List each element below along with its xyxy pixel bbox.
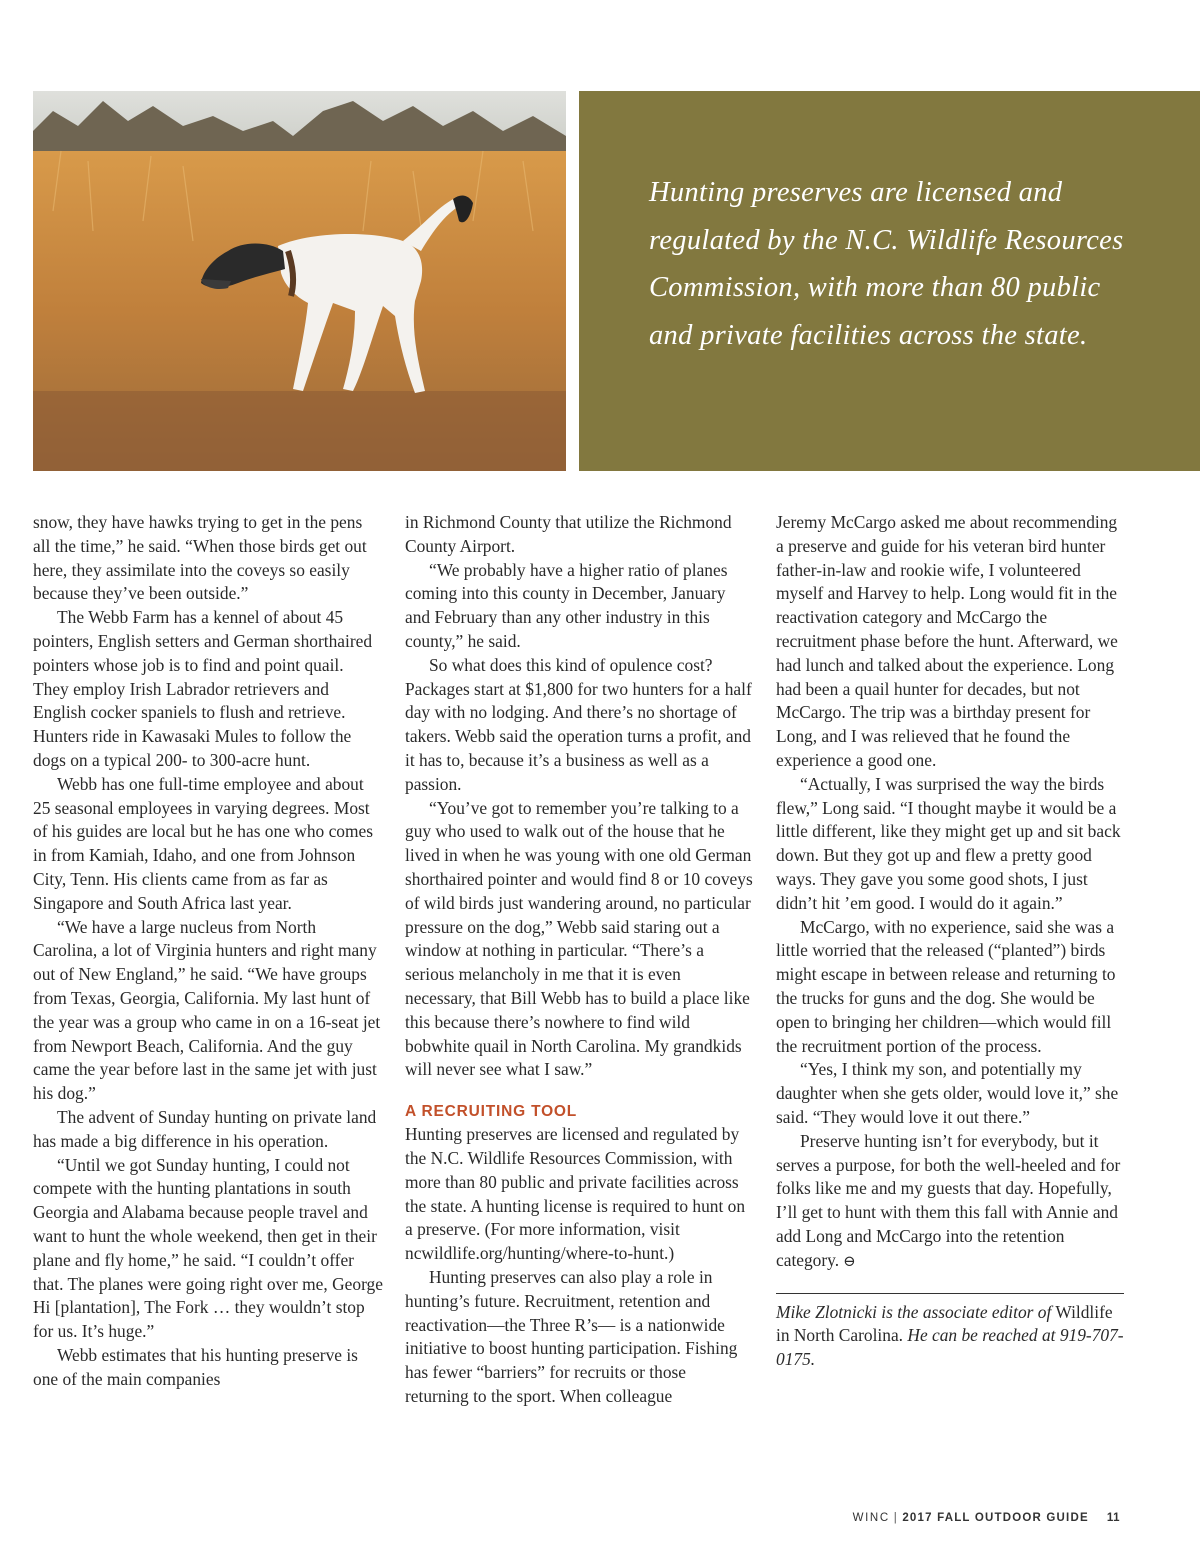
footer-guide-title: 2017 FALL OUTDOOR GUIDE: [902, 1512, 1089, 1524]
author-bio: [776, 1301, 1124, 1372]
footer-magazine: WINC: [852, 1512, 890, 1524]
dog-photo: [33, 91, 566, 471]
col3-last-paragraph: [776, 1130, 1124, 1275]
col1-paragraph: The Webb Farm has a kennel of about 45 pointers, English setters and German shorthaired pointers whose job is to find and point quail. They employ Irish Labrador retrievers and English cocker spaniels to flush and retrieve. Hunters ride in Kawasaki Mules to follow the dogs on a typical 200- to 300-acre hunt.: [33, 607, 373, 770]
col2-paragraph: So what does this kind of opulence cost? Packages start at $1,800 for two hunters for a half day with no lodging. And there’s no shortage of takers. Webb said the operation turns a profit, and it has to, because it’s a business as well as a passion.: [405, 654, 752, 794]
bio-publication: Wildlife in North Carolina.: [776, 1301, 1113, 1346]
col1-paragraph: “We have a large nucleus from North Carolina, a lot of Virginia hunters and right many out of New England,” he said. “We have groups from Texas, Georgia, California. My last hunt of the year was a group who came in on a 16-seat jet from Newport Beach, California. And the guy came the year before last in the same jet with just his dog.”: [33, 916, 381, 1104]
col2-paragraph: in Richmond County that utilize the Richmond County Airport.: [405, 512, 732, 556]
page-number: 11: [1106, 1512, 1120, 1524]
col3-paragraph: “Yes, I think my son, and potentially my daughter when she gets older, would love it,” she said. “They would love it out there.”: [776, 1059, 1119, 1127]
bio-part-1: Mike Zlotnicki is the associate editor of: [776, 1301, 1052, 1322]
footer-separator: |: [893, 1512, 899, 1524]
col1-paragraph: The advent of Sunday hunting on private land has made a big difference in his operation.: [33, 1106, 377, 1151]
page-footer: [853, 1512, 1120, 1524]
column-2: [405, 511, 753, 1409]
pointer-dog-image: [33, 91, 566, 471]
col2-paragraph: “You’ve got to remember you’re talking to a guy who used to walk out of the house that he lived in when he was young with one old German shorthaired pointer and would find 8 or 10 coveys of wild birds just wandering around, no particular pressure on the dog,” Webb said staring out a window at nothing in particular. “There’s a serious melancholy in me that it is even necessary, that Bill Webb has to build a place like this because there’s nowhere to find wild bobwhite quail in North Carolina. My grandkids will never see what I saw.”: [405, 797, 753, 1080]
col1-paragraph: Webb estimates that his hunting preserve is one of the main companies: [33, 1344, 358, 1389]
bio-part-2: He can be reached at 919-707-0175.: [776, 1325, 1124, 1370]
col3-paragraph: Jeremy McCargo asked me about recommending a preserve and guide for his veteran bird hunter father-in-law and rookie wife, I volunteered myself and Harvey to help. Long would fit in the reactivation category and McCargo the recruitment phase before the hunt. Afterward, we had lunch and talked about the experience. Long had been a quail hunter for decades, but not McCargo. The trip was a birthday present for Long, and I was relieved that he found the experience a good one.: [776, 512, 1118, 770]
pull-quote: [579, 91, 1200, 471]
col2-paragraph: “We probably have a higher ratio of planes coming into this county in December, January and February than any other industry in this county,” he said.: [405, 559, 728, 651]
col2-paragraph: Hunting preserves are licensed and regulated by the N.C. Wildlife Resources Commission, with more than 80 public and private facilities across the state. A hunting license is required to hunt on a preserve. (For more information, visit ncwildlife.org/hunting/where-to-hunt.): [405, 1124, 746, 1264]
col2-paragraph: Hunting preserves can also play a role in hunting’s future. Recruitment, retention and reactivation—the Three R’s— is a nationwide initiative to boost hunting participation. Fishing has fewer “barriers” for recruits or those returning to the sport. When colleague: [405, 1266, 738, 1406]
col3-paragraph: McCargo, with no experience, said she was a little worried that the released (“planted”) birds might escape in between release and returning to the trucks for guns and the dog. She would be open to bringing her children—which would fill the recruitment portion of the process.: [776, 916, 1116, 1056]
col3-last-paragraph-text: Preserve hunting isn’t for everybody, but it serves a purpose, for both the well-heeled and for folks like me and my guests that day. Hopefully, I’ll get to hunt with them this fall with Annie and add Long and McCargo into the retention category.: [776, 1130, 1121, 1270]
bio-divider: [776, 1293, 1124, 1294]
section-heading: A RECRUITING TOOL: [405, 1103, 578, 1121]
column-1: [33, 511, 383, 1391]
column-3: [776, 511, 1124, 1372]
col1-paragraph: Webb has one full-time employee and about 25 seasonal employees in varying degrees. Most of his guides are local but he has one who comes in from Kamiah, Idaho, and one from Johnson City, Tenn. His clients came from as far as Singapore and South Africa last year.: [33, 773, 373, 913]
pull-quote-text: Hunting preserves are licensed and regulated by the N.C. Wildlife Resources Commission, with more than 80 public and private facilities across the state.: [649, 177, 1124, 351]
col1-paragraph: snow, they have hawks trying to get in the pens all the time,” he said. “When those birds get out here, they assimilate into the coveys so easily because they’ve been outside.”: [33, 512, 367, 604]
col1-paragraph: “Until we got Sunday hunting, I could not compete with the hunting plantations in south Georgia and Alabama because people travel and want to hunt the whole weekend, then get in their plane and fly home,” he said. “I couldn’t offer that. The planes were going right over me, George Hi [plantation], The Fork … they wouldn’t stop for us. It’s huge.”: [33, 1154, 383, 1342]
col3-paragraph: “Actually, I was surprised the way the birds flew,” Long said. “I thought maybe it would be a little different, like they might get up and sit back down. But they got up and flew a pretty good ways. They gave you some good shots, I just didn’t hit ’em good. I would do it again.”: [776, 773, 1121, 913]
end-mark-icon: ⊖: [843, 1253, 856, 1270]
